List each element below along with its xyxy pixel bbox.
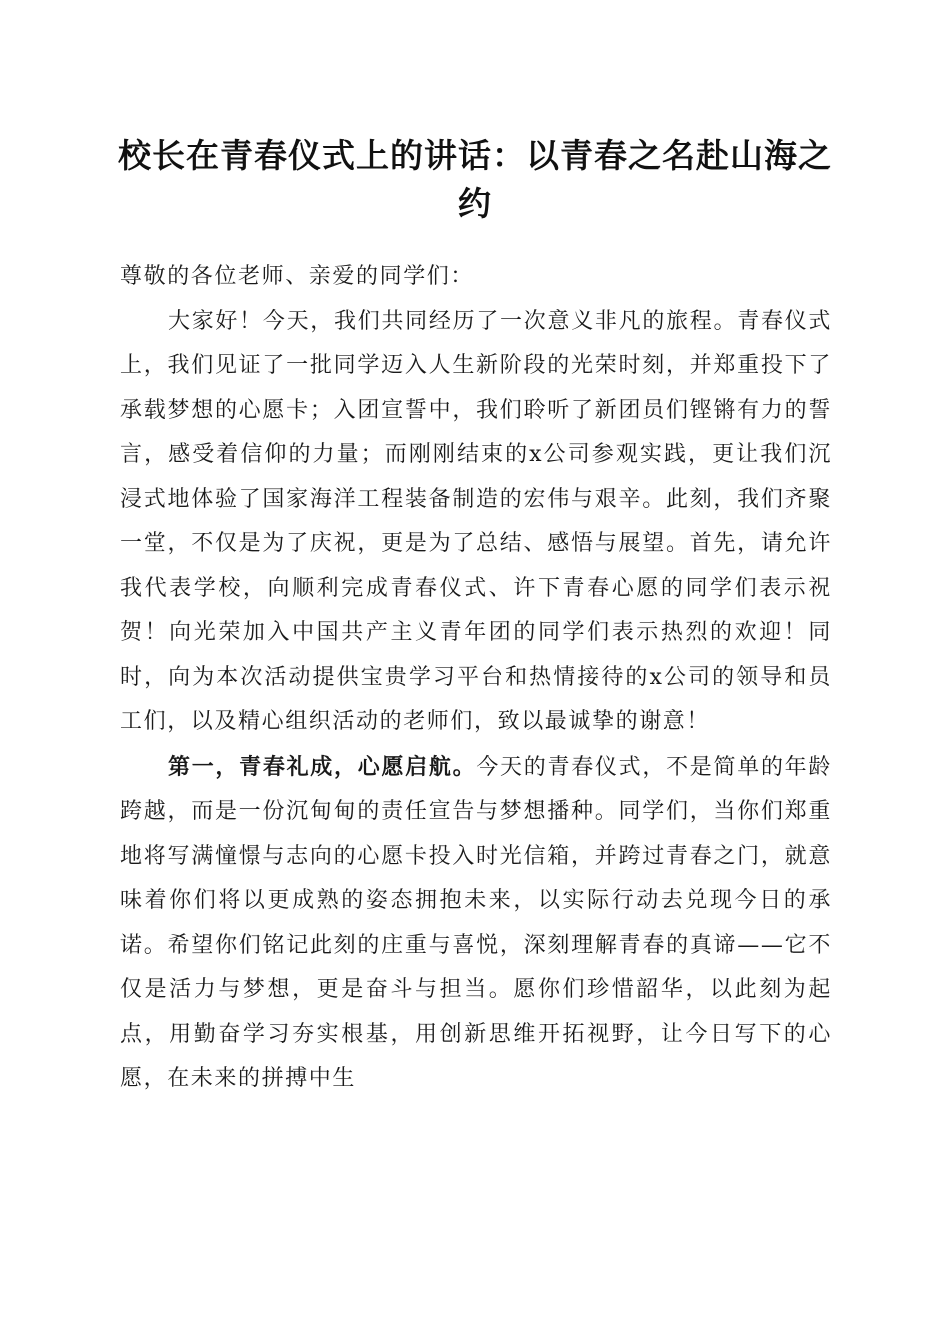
salutation: 尊敬的各位老师、亲爱的同学们： bbox=[120, 264, 475, 289]
paragraph-first-point-text: 今天的青春仪式，不是简单的年龄跨越，而是一份沉甸甸的责任宣告与梦想播种。同学们，当你们郑重地将写满憧憬与志向的心愿卡投入时光信箱，并跨过青春之门，就意味着你们将以更成熟的姿态拥抱未来，以实际行动去兑现今日的承诺。希望你们铭记此刻的庄重与喜悦，深刻理解青春的真谛——它不仅是活力与梦想，更是奋斗与担当。愿你们珍惜韶华，以此刻为起点，用勤奋学习夯实根基，用创新思维开拓视野，让今日写下的心愿，在未来的拼搏中生 bbox=[120, 754, 832, 1091]
document-title: 校长在青春仪式上的讲话：以青春之名赴山海之约 bbox=[118, 136, 832, 223]
paragraph-lead-heading: 第一，青春礼成，心愿启航。 bbox=[168, 753, 477, 780]
paragraph-first-point bbox=[120, 745, 832, 1102]
paragraph-opening: 大家好！今天，我们共同经历了一次意义非凡的旅程。青春仪式上，我们见证了一批同学迈入人生新阶段的光荣时刻，并郑重投下了承载梦想的心愿卡；入团宣誓中，我们聆听了新团员们铿锵有力的誓言，感受着信仰的力量；而刚刚结束的x公司参观实践，更让我们沉浸式地体验了国家海洋工程装备制造的宏伟与艰辛。此刻，我们齐聚一堂，不仅是为了庆祝，更是为了总结、感悟与展望。首先，请允许我代表学校，向顺利完成青春仪式、许下青春心愿的同学们表示祝贺！向光荣加入中国共产主义青年团的同学们表示热烈的欢迎！同时，向为本次活动提供宝贵学习平台和热情接待的x公司的领导和员工们，以及精心组织活动的老师们，致以最诚挚的谢意！ bbox=[120, 308, 832, 734]
document-body bbox=[120, 255, 832, 1102]
